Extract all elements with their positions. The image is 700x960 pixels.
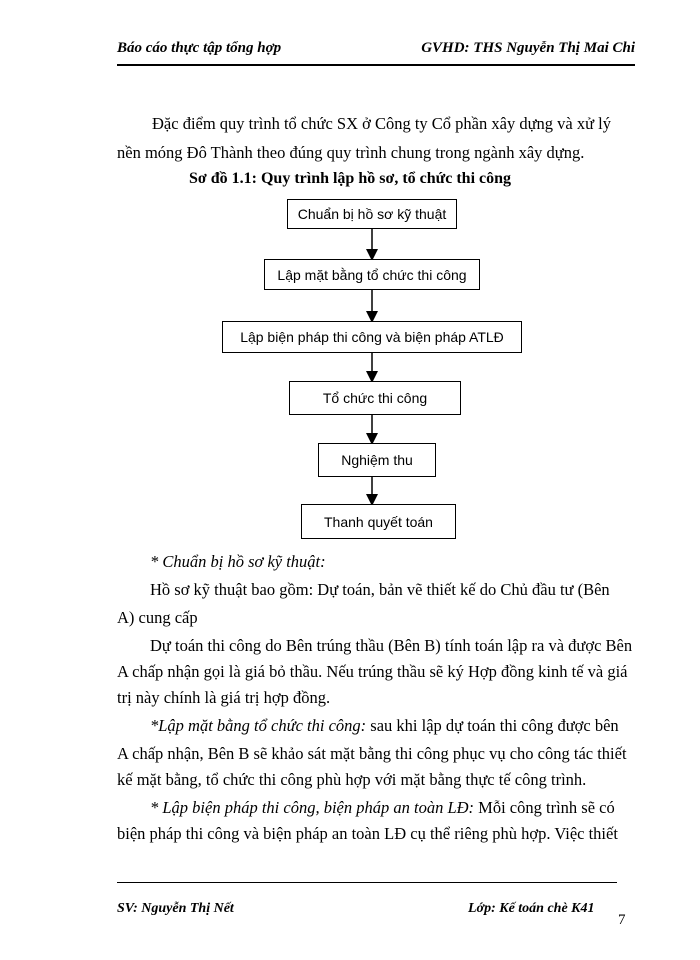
step-prepare-documents: Chuẩn bị hồ sơ kỹ thuật xyxy=(287,199,457,229)
report-title: Báo cáo thực tập tổng hợp xyxy=(117,40,282,56)
intro-line-1: Đặc điểm quy trình tổ chức SX ở Công ty Cổ phần xây dựng và xử lý xyxy=(152,114,611,133)
para-3-line-1 xyxy=(150,716,619,736)
student-name: SV: Nguyễn Thị Nết xyxy=(117,901,234,916)
diagram-caption: Sơ đồ 1.1: Quy trình lập hồ sơ, tổ chức thi công xyxy=(188,170,512,187)
step-settlement: Thanh quyết toán xyxy=(301,504,456,539)
para-1-line-1: Hồ sơ kỹ thuật bao gồm: Dự toán, bản vẽ thiết kế do Chủ đầu tư (Bên xyxy=(150,580,610,599)
para-4-line-2: biện pháp thi công và biện pháp an toàn LĐ cụ thể riêng phù hợp. Việc thiết xyxy=(117,824,618,843)
footer-rule xyxy=(117,882,617,883)
intro-line-2: nền móng Đô Thành theo đúng quy trình chung trong ngành xây dựng. xyxy=(117,143,585,162)
section-1-title: * Chuẩn bị hồ sơ kỹ thuật: xyxy=(150,552,326,571)
step-site-plan: Lập mặt bằng tổ chức thi công xyxy=(264,259,480,290)
step-organize-construction: Tổ chức thi công xyxy=(289,381,461,415)
section-2-text: sau khi lập dự toán thi công được bên xyxy=(366,716,619,735)
para-1-line-2: A) cung cấp xyxy=(117,608,198,627)
para-2-line-3: trị này chính là giá trị hợp đồng. xyxy=(117,688,331,707)
section-2-title: *Lập mặt bằng tổ chức thi công: xyxy=(150,716,367,735)
para-4-line-1 xyxy=(150,798,615,818)
section-3-text: Mỗi công trình sẽ có xyxy=(474,798,615,817)
step-acceptance: Nghiệm thu xyxy=(318,443,436,477)
para-2-line-1: Dự toán thi công do Bên trúng thầu (Bên B) tính toán lập ra và được Bên xyxy=(150,636,633,655)
step-safety-methods: Lập biện pháp thi công và biện pháp ATLĐ xyxy=(222,321,522,353)
para-3-line-3: kế mặt bằng, tổ chức thi công phù hợp với mặt bằng thực tế công trình. xyxy=(117,770,587,789)
page-number: 7 xyxy=(618,912,626,928)
supervisor: GVHD: THS Nguyễn Thị Mai Chi xyxy=(421,40,635,56)
para-3-line-2: A chấp nhận, Bên B sẽ khảo sát mặt bằng thi công phục vụ cho công tác thiết xyxy=(117,744,627,763)
section-3-title: * Lập biện pháp thi công, biện pháp an toàn LĐ: xyxy=(150,798,475,817)
class-name: Lớp: Kế toán chè K41 xyxy=(468,901,595,916)
para-2-line-2: A chấp nhận gọi là giá bỏ thầu. Nếu trúng thầu sẽ ký Hợp đồng kinh tế và giá xyxy=(117,662,628,681)
